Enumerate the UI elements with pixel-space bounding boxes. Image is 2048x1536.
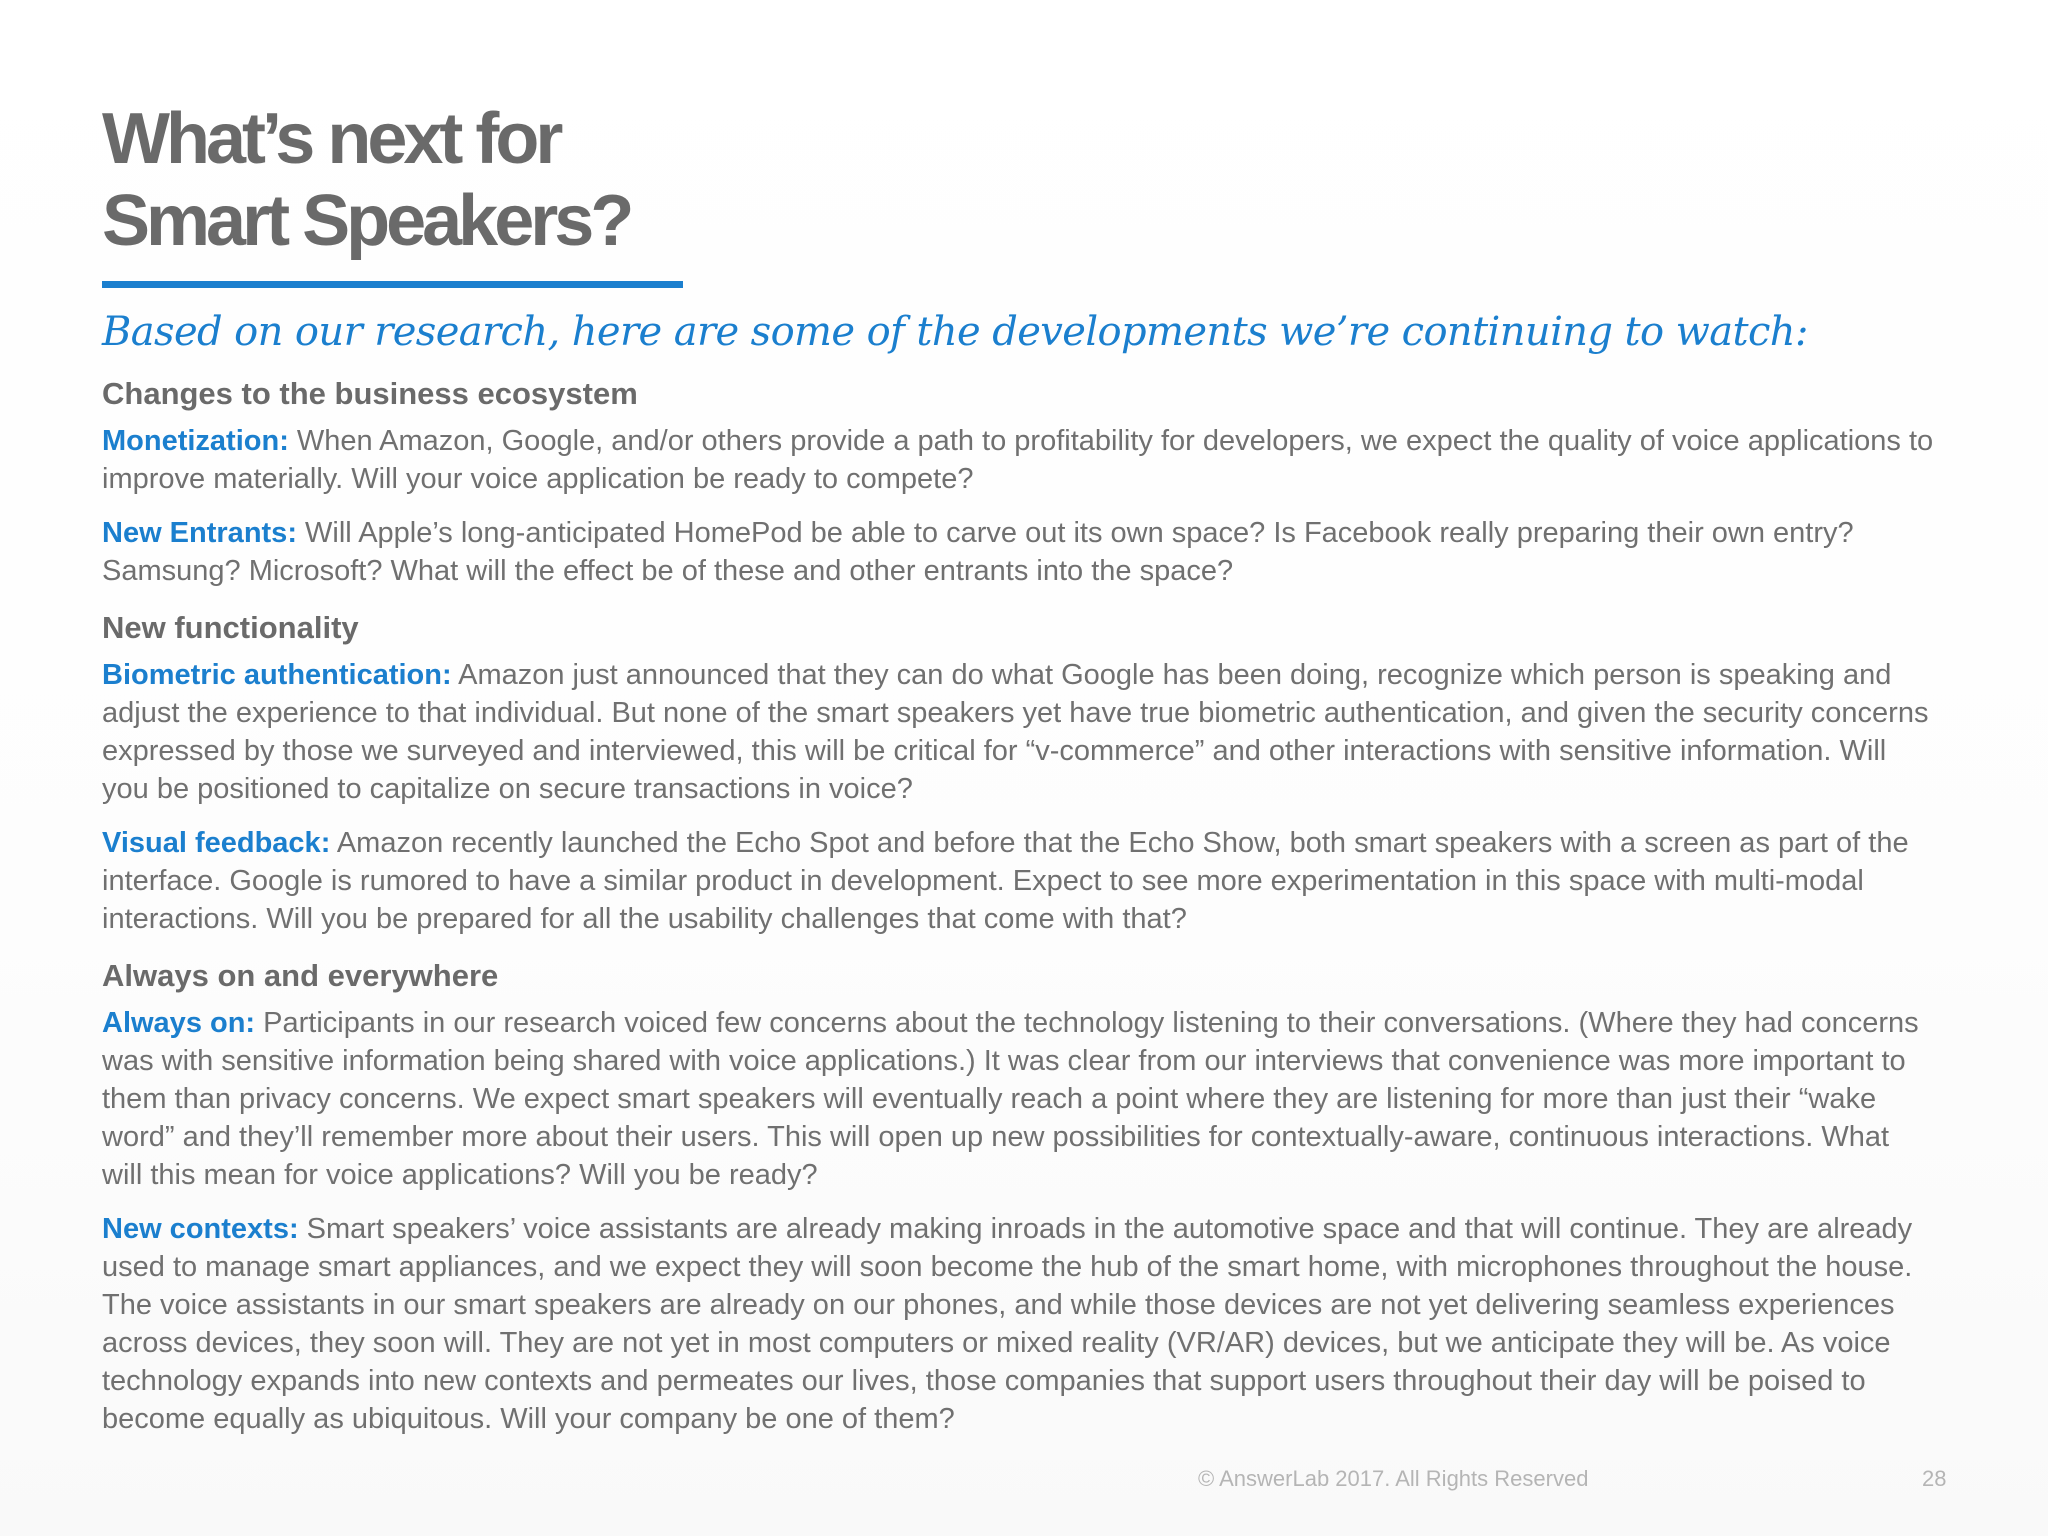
item-new-contexts: [102, 1210, 1937, 1438]
item-lead: Monetization:: [102, 425, 289, 457]
item-always-on: [102, 1004, 1937, 1194]
item-text: Amazon recently launched the Echo Spot and before that the Echo Show, both smart speakers with a screen as part of the interface. Google is rumored to have a similar product in development. Expect to see more experimentation in this space with multi-modal interactions. Will you be prepared for all the usability challenges that come with that?: [102, 827, 1909, 935]
section-heading: Always on and everywhere: [102, 958, 499, 993]
title-line-1: What’s next for: [102, 99, 560, 179]
item-lead: Biometric authentication:: [102, 659, 452, 691]
content-body: [102, 372, 1937, 1454]
section-new-functionality: [102, 606, 1937, 938]
item-text: Smart speakers’ voice assistants are already making inroads in the automotive space and that will continue. They are already used to manage smart appliances, and we expect they will soon become the hub of the smart home, with microphones throughout the house. The voice assistants in our smart speakers are already on our phones, and while those devices are not yet delivering seamless experiences across devices, they soon will. They are not yet in most computers or mixed reality (VR/AR) devices, but we anticipate they will be. As voice technology expands into new contexts and permeates our lives, those companies that support users throughout their day will be poised to become equally as ubiquitous. Will your company be one of them?: [102, 1213, 1913, 1435]
item-monetization: [102, 422, 1937, 498]
footer-copyright: © AnswerLab 2017. All Rights Reserved: [1198, 1466, 1589, 1491]
item-lead: Always on:: [102, 1007, 256, 1039]
section-business-ecosystem: [102, 372, 1937, 590]
item-new-entrants: [102, 514, 1937, 590]
item-lead: New contexts:: [102, 1213, 299, 1245]
page-number: 28: [1922, 1466, 1947, 1491]
item-text: Participants in our research voiced few concerns about the technology listening to their conversations. (Where they had concerns was with sensitive information being shared with voice applications.) It was clear from our interviews that convenience was more important to them than privacy concerns. We expect smart speakers will eventually reach a point where they are listening for more than just their “wake word” and they’ll remember more about their users. This will open up new possibilities for contextually-aware, continuous interactions. What will this mean for voice applications? Will you be ready?: [102, 1007, 1919, 1191]
item-visual-feedback: [102, 824, 1937, 938]
title-line-2: Smart Speakers?: [102, 181, 631, 261]
section-heading: Changes to the business ecosystem: [102, 376, 638, 411]
title-underline: [102, 281, 683, 288]
section-heading: New functionality: [102, 610, 359, 645]
item-text: When Amazon, Google, and/or others provide a path to profitability for developers, we expect the quality of voice applications to improve materially. Will your voice application be ready to compete?: [102, 425, 1934, 495]
item-biometric-authentication: [102, 656, 1937, 808]
item-text: Will Apple’s long-anticipated HomePod be able to carve out its own space? Is Facebook really preparing their own entry? Samsung? Microsoft? What will the effect be of these and other entrants into the space?: [102, 517, 1854, 587]
subtitle: Based on our research, here are some of the developments we’re continuing to watch:: [102, 309, 1808, 355]
item-lead: Visual feedback:: [102, 827, 331, 859]
page-title: [102, 98, 630, 262]
item-lead: New Entrants:: [102, 517, 297, 549]
section-always-on-everywhere: [102, 954, 1937, 1438]
item-text: Amazon just announced that they can do what Google has been doing, recognize which person is speaking and adjust the experience to that individual. But none of the smart speakers yet have true biometric authentication, and given the security concerns expressed by those we surveyed and interviewed, this will be critical for “v-commerce” and other interactions with sensitive information. Will you be positioned to capitalize on secure transactions in voice?: [102, 659, 1929, 805]
